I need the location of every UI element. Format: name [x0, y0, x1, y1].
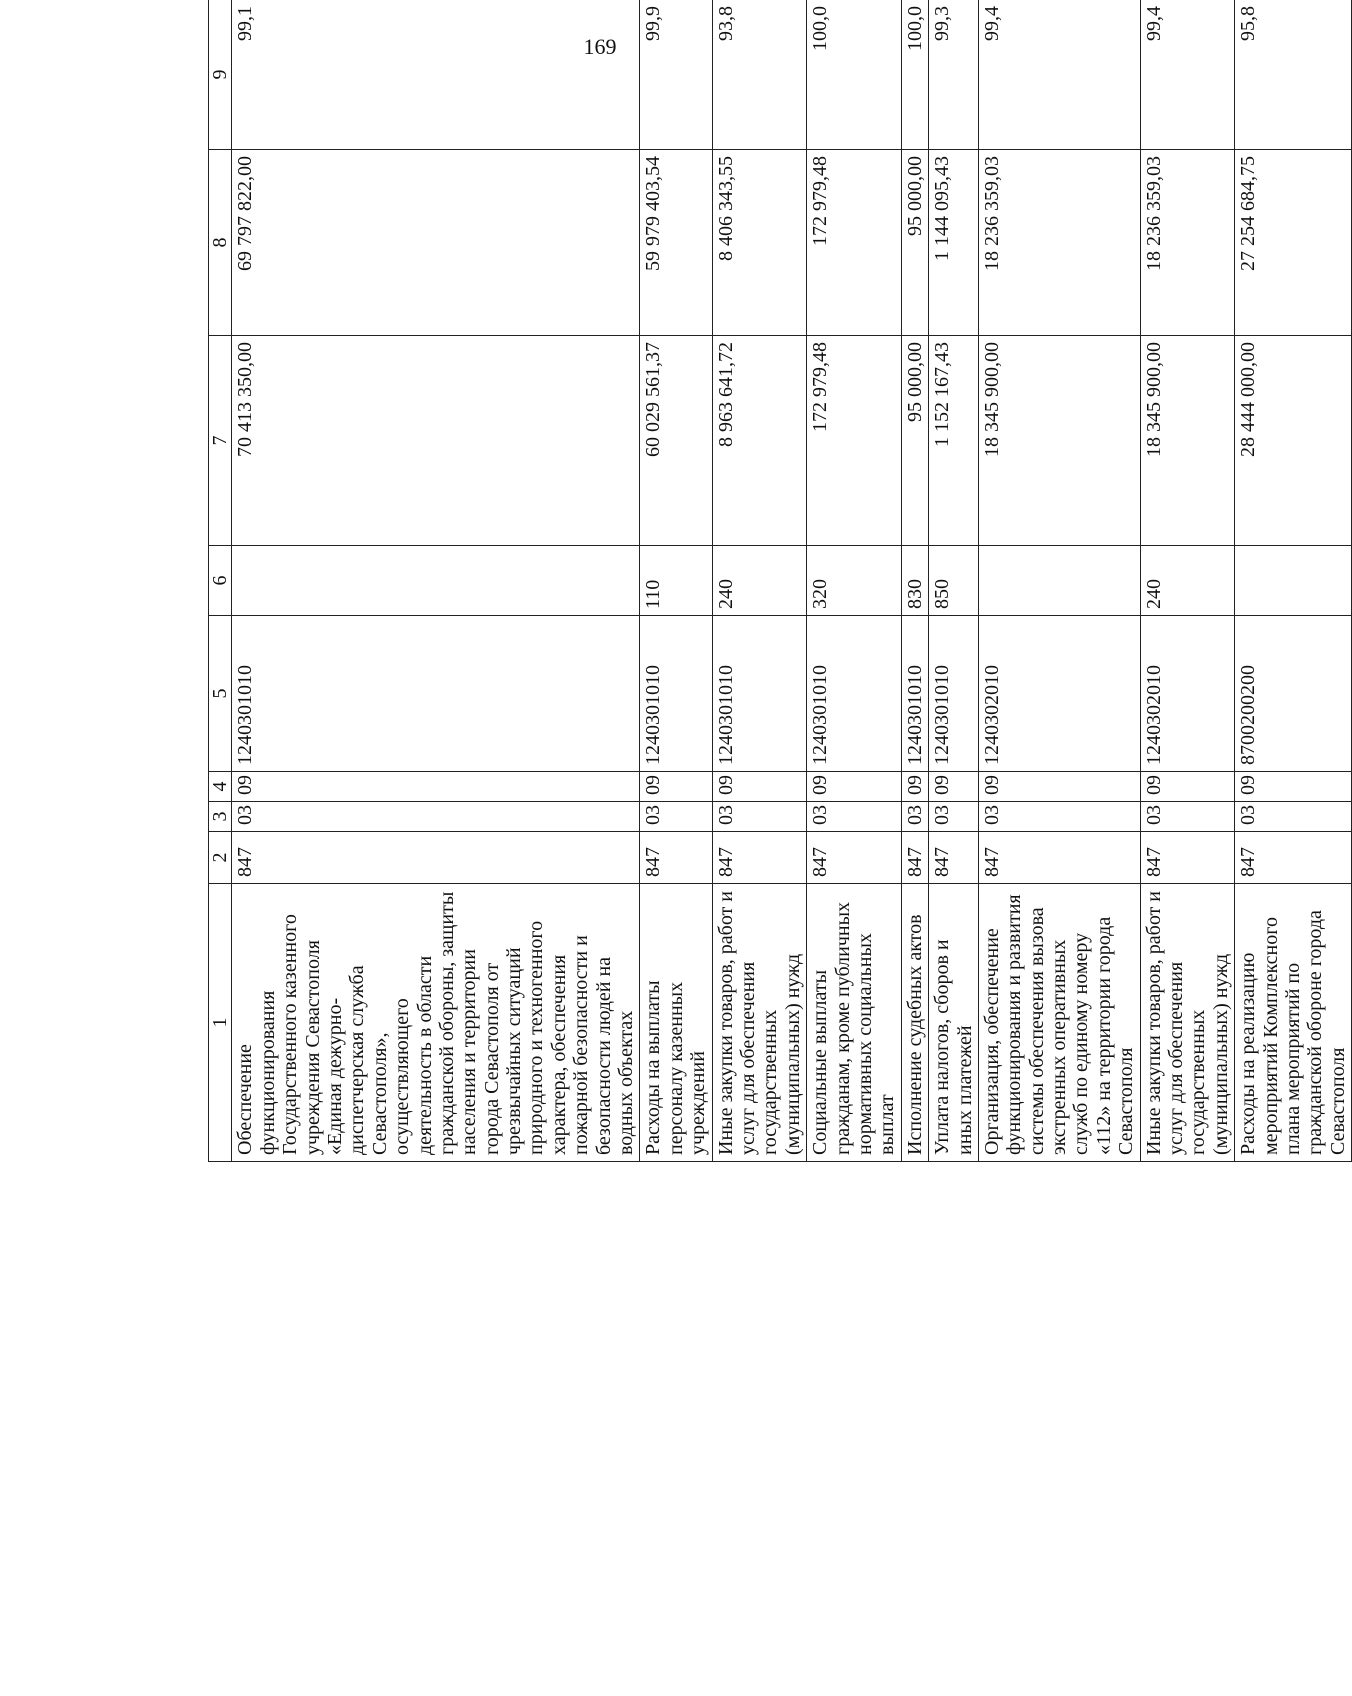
- row-value-cell: 172 979,48: [807, 150, 902, 336]
- row-value-cell: 03: [901, 802, 928, 832]
- row-value-cell: 1 144 095,43: [929, 150, 979, 336]
- row-value-cell: 09: [640, 772, 712, 802]
- row-value-cell: 28 444 000,00: [1235, 336, 1352, 546]
- row-value-cell: 70 413 350,00: [232, 336, 640, 546]
- row-value-cell: 8 406 343,55: [712, 150, 807, 336]
- row-value-cell: 09: [712, 772, 807, 802]
- budget-table: [208, 0, 1352, 1162]
- row-value-cell: 240: [712, 546, 807, 616]
- row-value-cell: 847: [901, 832, 928, 884]
- row-name-cell: Расходы на реализацию мероприятий Комплексного плана мероприятий по гражданской обороне города Севастополя: [1235, 884, 1352, 1162]
- table-row: [978, 0, 1140, 1162]
- row-value-cell: 18 345 900,00: [978, 336, 1140, 546]
- header-cell: 4: [209, 772, 232, 802]
- row-value-cell: 03: [1140, 802, 1235, 832]
- row-value-cell: 60 029 561,37: [640, 336, 712, 546]
- row-value-cell: 1240301010: [712, 616, 807, 772]
- row-value-cell: 847: [640, 832, 712, 884]
- table-row: [232, 0, 640, 1162]
- row-value-cell: 09: [1140, 772, 1235, 802]
- table-row: [929, 0, 979, 1162]
- row-value-cell: 95 000,00: [901, 336, 928, 546]
- table-row: [901, 0, 928, 1162]
- row-name-cell: Иные закупки товаров, работ и услуг для обеспечения государственных (муниципальных) нужд: [712, 884, 807, 1162]
- row-name-cell: Уплата налогов, сборов и иных платежей: [929, 884, 979, 1162]
- header-cell: 9: [209, 0, 232, 150]
- row-value-cell: 93,8: [712, 0, 807, 150]
- table-row: [1140, 0, 1235, 1162]
- row-value-cell: 03: [807, 802, 902, 832]
- header-cell: 1: [209, 884, 232, 1162]
- row-value-cell: 847: [807, 832, 902, 884]
- row-value-cell: 09: [901, 772, 928, 802]
- row-value-cell: 03: [232, 802, 640, 832]
- row-value-cell: 99,1: [232, 0, 640, 150]
- row-value-cell: 09: [978, 772, 1140, 802]
- row-value-cell: 69 797 822,00: [232, 150, 640, 336]
- row-name-cell: Расходы на выплаты персоналу казенных учреждений: [640, 884, 712, 1162]
- table-row: [807, 0, 902, 1162]
- row-value-cell: 09: [232, 772, 640, 802]
- table-body: [232, 0, 1352, 1162]
- row-value-cell: 1240302010: [978, 616, 1140, 772]
- row-value-cell: [1235, 546, 1352, 616]
- row-value-cell: 99,4: [1140, 0, 1235, 150]
- row-value-cell: 03: [929, 802, 979, 832]
- row-value-cell: 110: [640, 546, 712, 616]
- row-name-cell: Иные закупки товаров, работ и услуг для обеспечения государственных (муниципальных) нужд: [1140, 884, 1235, 1162]
- table-row: [712, 0, 807, 1162]
- header-cell: 3: [209, 802, 232, 832]
- row-value-cell: 95 000,00: [901, 150, 928, 336]
- row-value-cell: 99,3: [929, 0, 979, 150]
- row-value-cell: 18 236 359,03: [978, 150, 1140, 336]
- row-value-cell: 18 345 900,00: [1140, 336, 1235, 546]
- row-value-cell: 09: [1235, 772, 1352, 802]
- row-value-cell: 847: [712, 832, 807, 884]
- row-value-cell: 18 236 359,03: [1140, 150, 1235, 336]
- row-name-cell: Исполнение судебных актов: [901, 884, 928, 1162]
- header-row: [209, 0, 232, 1162]
- row-value-cell: 847: [929, 832, 979, 884]
- row-value-cell: 03: [712, 802, 807, 832]
- row-value-cell: 1 152 167,43: [929, 336, 979, 546]
- row-value-cell: 847: [978, 832, 1140, 884]
- row-value-cell: 1240301010: [640, 616, 712, 772]
- row-name-cell: Социальные выплаты гражданам, кроме публичных нормативных социальных выплат: [807, 884, 902, 1162]
- row-value-cell: 100,0: [901, 0, 928, 150]
- row-value-cell: 8700200200: [1235, 616, 1352, 772]
- header-cell: 5: [209, 616, 232, 772]
- row-value-cell: 172 979,48: [807, 336, 902, 546]
- row-value-cell: [978, 546, 1140, 616]
- row-value-cell: 99,9: [640, 0, 712, 150]
- row-name-cell: Обеспечение функционирования Государственного казенного учреждения Севастополя «Единая дежурно-диспетчерская служба Севастополя», осуществляющего деятельность в области гражданской обороны, защиты населения и территории города Севастополя от чрезвычайных ситуаций природного и техногенного характера, обеспечения пожарной безопасности и безопасности людей на водных объектах: [232, 884, 640, 1162]
- row-value-cell: 830: [901, 546, 928, 616]
- row-value-cell: 1240301010: [929, 616, 979, 772]
- row-value-cell: 1240301010: [807, 616, 902, 772]
- page-number: 169: [583, 34, 617, 59]
- row-value-cell: 99,4: [978, 0, 1140, 150]
- header-cell: 2: [209, 832, 232, 884]
- row-value-cell: 320: [807, 546, 902, 616]
- row-value-cell: 59 979 403,54: [640, 150, 712, 336]
- row-value-cell: 1240301010: [901, 616, 928, 772]
- row-value-cell: 847: [1235, 832, 1352, 884]
- row-value-cell: 03: [640, 802, 712, 832]
- row-value-cell: 1240301010: [232, 616, 640, 772]
- header-cell: 6: [209, 546, 232, 616]
- row-value-cell: 09: [807, 772, 902, 802]
- row-value-cell: 27 254 684,75: [1235, 150, 1352, 336]
- row-value-cell: 240: [1140, 546, 1235, 616]
- row-value-cell: 100,0: [807, 0, 902, 150]
- header-cell: 7: [209, 336, 232, 546]
- table-row: [1235, 0, 1352, 1162]
- table-row: [640, 0, 712, 1162]
- row-value-cell: 03: [978, 802, 1140, 832]
- row-value-cell: 847: [1140, 832, 1235, 884]
- row-name-cell: Организация, обеспечение функционирования и развития системы обеспечения вызова экстренных оперативных служб по единому номеру «112» на территории города Севастополя: [978, 884, 1140, 1162]
- row-value-cell: 09: [929, 772, 979, 802]
- header-cell: 8: [209, 150, 232, 336]
- rotated-table-wrapper: [208, 0, 1349, 1162]
- row-value-cell: 847: [232, 832, 640, 884]
- row-value-cell: 03: [1235, 802, 1352, 832]
- row-value-cell: [232, 546, 640, 616]
- row-value-cell: 8 963 641,72: [712, 336, 807, 546]
- row-value-cell: 850: [929, 546, 979, 616]
- row-value-cell: 1240302010: [1140, 616, 1235, 772]
- row-value-cell: 95,8: [1235, 0, 1352, 150]
